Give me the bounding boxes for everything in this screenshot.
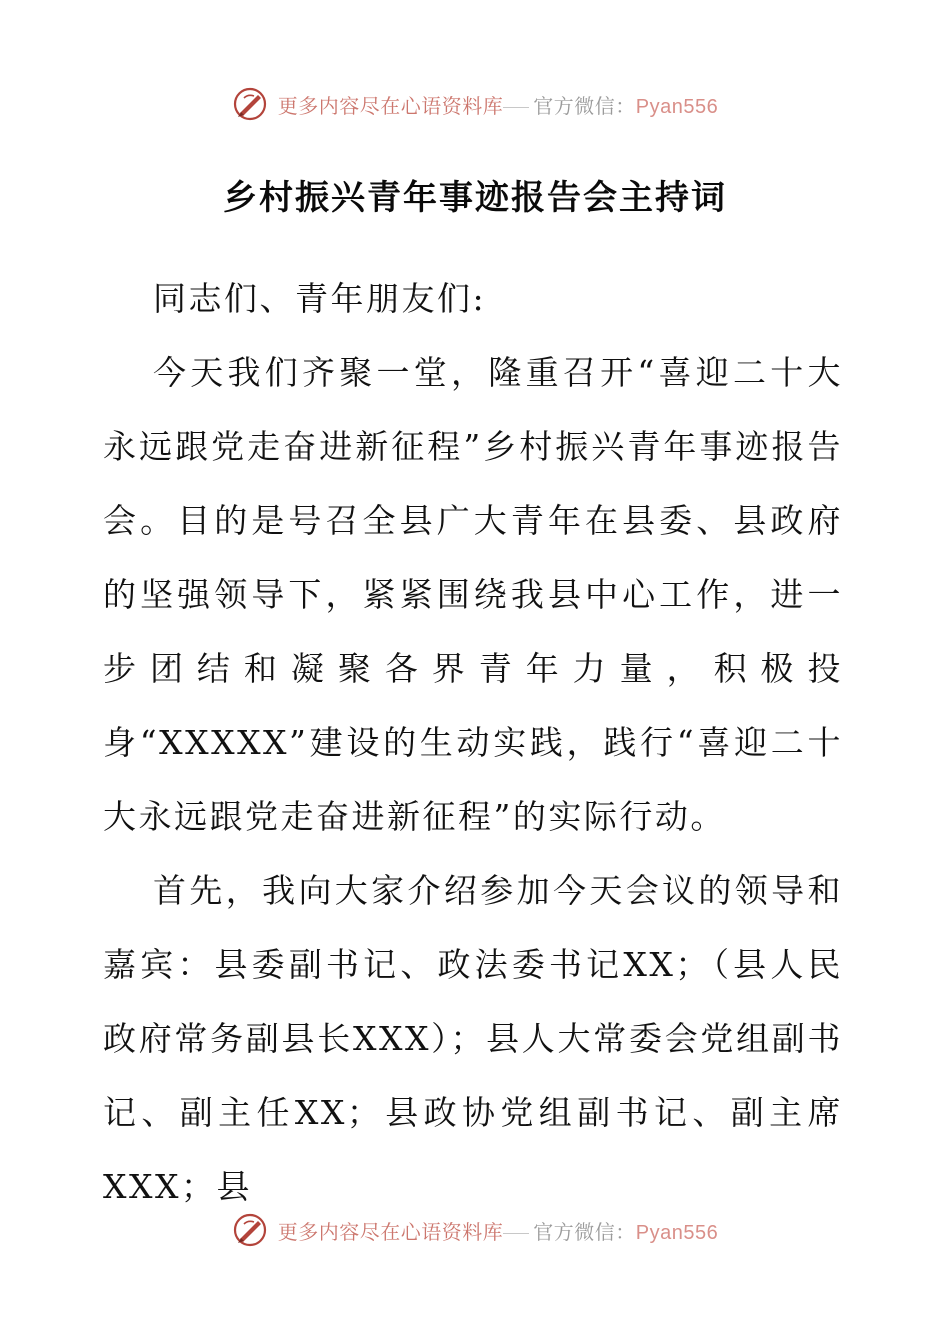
watermark-text	[278, 90, 718, 119]
watermark-separator	[503, 107, 529, 108]
header-watermark	[0, 82, 950, 126]
paragraph-opening: 今天我们齐聚一堂，隆重召开“喜迎二十大永远跟党走奋进新征程”乡村振兴青年事迹报告会。目的是号召全县广大青年在县委、县政府的坚强领导下，紧紧围绕我县中心工作，进一步团结和凝聚各界青年力量，积极投身“XXXXX”建设的生动实践，践行“喜迎二十大永远跟党走奋进新征程”的实际行动。	[103, 353, 843, 836]
paragraph-introductions: 首先，我向大家介绍参加今天会议的领导和嘉宾：县委副书记、政法委书记XX；（县人民政府常务副县长XXX）；县人大常委会党组副书记、副主任XX；县政协党组副书记、副主席XXX；县	[103, 871, 843, 1206]
watermark-wechat-id: Pyan556	[635, 95, 719, 118]
document-title: 乡村振兴青年事迹报告会主持词	[223, 178, 727, 218]
watermark-separator	[503, 1233, 529, 1234]
watermark-brand: 更多内容尽在心语资料库	[277, 1219, 504, 1244]
watermark-text	[278, 1216, 718, 1245]
watermark-official-label: 官方微信：	[533, 1219, 636, 1244]
watermark-brand: 更多内容尽在心语资料库	[277, 93, 504, 118]
footer-watermark	[0, 1208, 950, 1252]
pen-circle-logo-icon	[232, 1212, 268, 1248]
document-body	[103, 262, 843, 1224]
watermark-official-label: 官方微信：	[533, 93, 636, 118]
watermark-wechat-id: Pyan556	[635, 1221, 719, 1244]
pen-circle-logo-icon	[232, 86, 268, 122]
paragraph-salutation: 同志们、青年朋友们:	[153, 279, 487, 318]
